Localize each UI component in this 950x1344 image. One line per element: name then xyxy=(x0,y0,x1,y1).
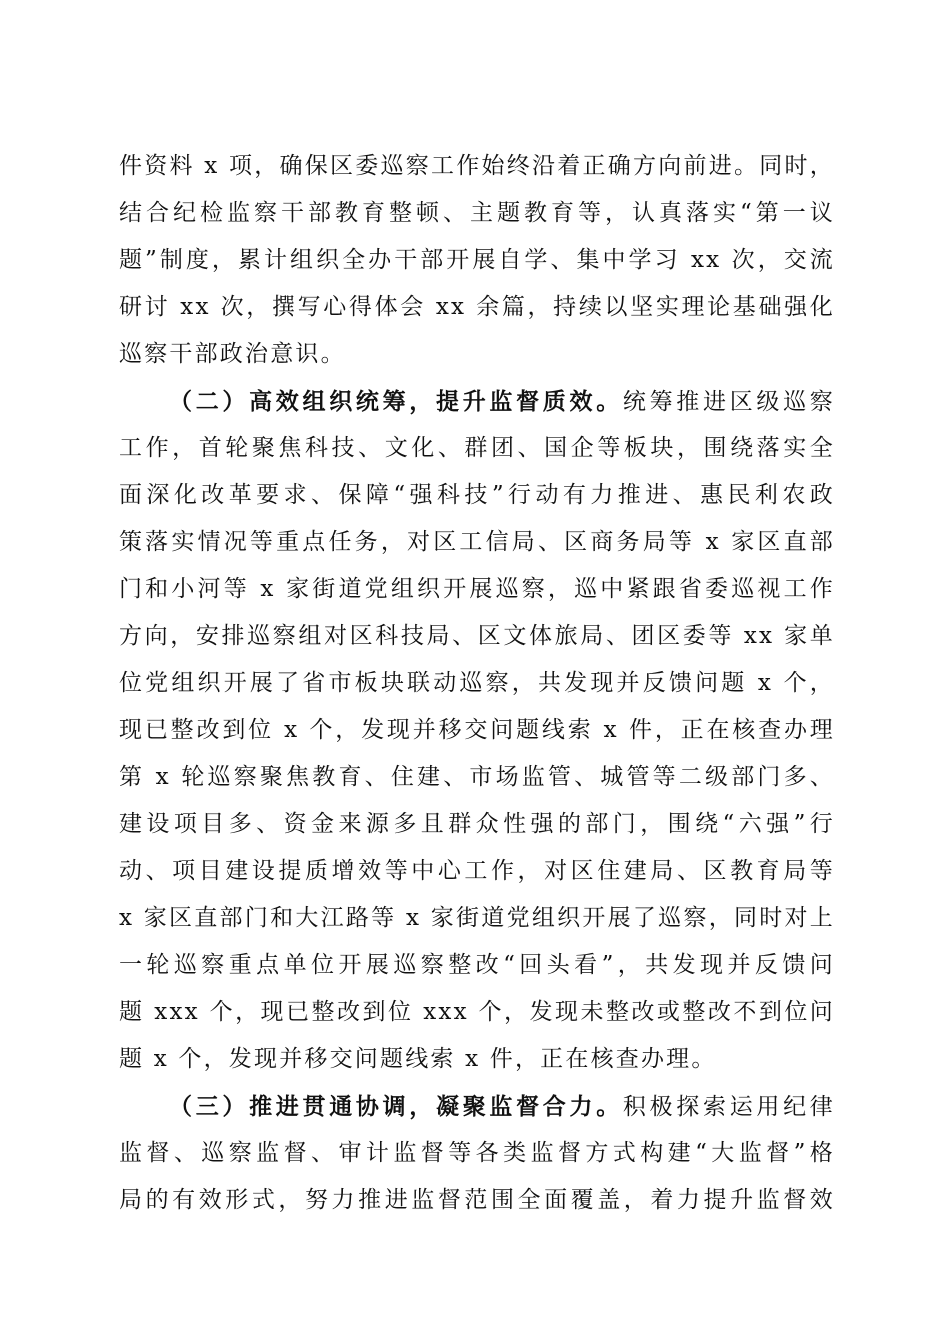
text-line: 面深化改革要求、保障“强科技”行动有力推进、惠民利农政 xyxy=(119,482,835,508)
section-heading-3: （三）推进贯通协调，凝聚监督合力。 xyxy=(169,1093,623,1120)
text-line: 研讨 xx 次，撰写心得体会 xx 余篇，持续以坚实理论基础强化 xyxy=(119,294,835,320)
text-line: 题 x 个，发现并移交问题线索 x 件，正在核查办理。 xyxy=(119,1046,717,1072)
text-line: 题 xxx 个，现已整改到位 xxx 个，发现未整改或整改不到位问 xyxy=(119,999,835,1025)
paragraph-text: 积极探索运用纪律 xyxy=(622,1094,835,1120)
paragraph-first-line xyxy=(119,378,835,425)
text-line: 策落实情况等重点任务，对区工信局、区商务局等 x 家区直部 xyxy=(119,529,835,555)
text-line: 监督、巡察监督、审计监督等各类监督方式构建“大监督”格 xyxy=(119,1140,835,1166)
text-line: 方向，安排巡察组对区科技局、区文体旅局、团区委等 xx 家单 xyxy=(119,623,835,649)
text-line: 工作，首轮聚焦科技、文化、群团、国企等板块，围绕落实全 xyxy=(119,435,835,461)
text-line: 一轮巡察重点单位开展巡察整改“回头看”，共发现并反馈问 xyxy=(119,952,835,978)
document-body xyxy=(119,143,835,1224)
text-line: 位党组织开展了省市板块联动巡察，共发现并反馈问题 x 个， xyxy=(119,670,835,696)
text-line: 结合纪检监察干部教育整顿、主题教育等，认真落实“第一议 xyxy=(119,200,835,226)
text-line: 动、项目建设提质增效等中心工作，对区住建局、区教育局等 xyxy=(119,858,835,884)
section-heading-2: （二）高效组织统筹，提升监督质效。 xyxy=(169,388,623,415)
text-line: x 家区直部门和大江路等 x 家街道党组织开展了巡察，同时对上 xyxy=(119,905,835,931)
text-line: 建设项目多、资金来源多且群众性强的部门，围绕“六强”行 xyxy=(119,811,835,837)
paragraph-text: 统筹推进区级巡察 xyxy=(622,389,835,415)
text-line: 件资料 x 项，确保区委巡察工作始终沿着正确方向前进。同时， xyxy=(119,153,835,179)
text-line: 巡察干部政治意识。 xyxy=(119,341,346,367)
text-line: 现已整改到位 x 个，发现并移交问题线索 x 件，正在核查办理 xyxy=(119,717,835,743)
text-line: 题”制度，累计组织全办干部开展自学、集中学习 xx 次，交流 xyxy=(119,247,835,273)
text-line: 局的有效形式，努力推进监督范围全面覆盖，着力提升监督效 xyxy=(119,1187,835,1213)
paragraph-first-line xyxy=(119,1083,835,1130)
text-line: 第 x 轮巡察聚焦教育、住建、市场监管、城管等二级部门多、 xyxy=(119,764,835,790)
text-line: 门和小河等 x 家街道党组织开展巡察，巡中紧跟省委巡视工作 xyxy=(119,576,835,602)
